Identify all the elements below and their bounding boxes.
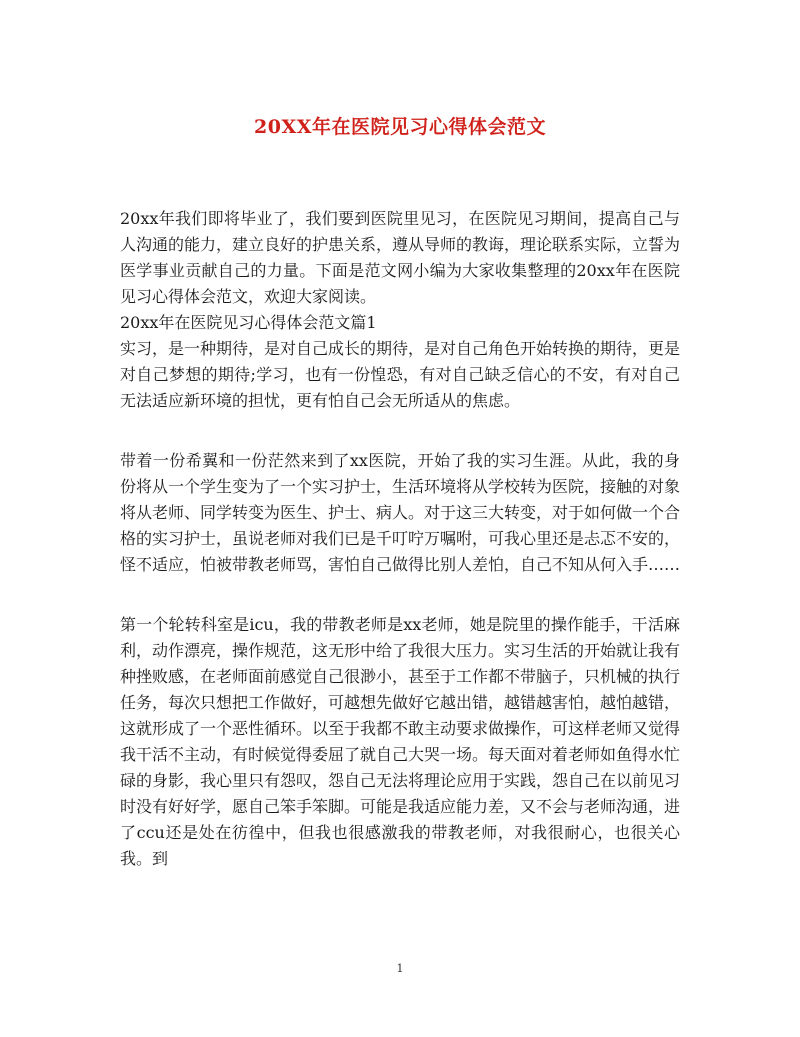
document-title: 20XX年在医院见习心得体会范文 [254, 116, 546, 138]
body-paragraph: 带着一份希翼和一份茫然来到了xx医院，开始了我的实习生涯。从此，我的身份将从一个学生变为了一个实习护士，生活环境将从学校转为医院，接触的对象将从老师、同学转变为医生、护士、病人。对于这三大转变，对于如何做一个合格的实习护士，虽说老师对我们已是千叮咛万嘱咐，可我心里还是忐忑不安的，怪不适应，怕被带教老师骂，害怕自己做得比别人差怕，自己不知从何入手…… [120, 451, 681, 574]
intro-paragraph: 20xx年我们即将毕业了，我们要到医院里见习，在医院见习期间，提高自己与人沟通的能力，建立良好的护患关系，遵从导师的教诲，理论联系实际，立誓为医学事业贡献自己的力量。下面是范文网小编为大家收集整理的20xx年在医院见习心得体会范文，欢迎大家阅读。 [120, 209, 681, 306]
paragraph-spacer [120, 578, 680, 612]
section-heading: 20xx年在医院见习心得体会范文篇1 [120, 313, 377, 332]
page-number: 1 [396, 962, 404, 975]
body-paragraph: 第一个轮转科室是icu，我的带教老师是xx老师，她是院里的操作能手，干活麻利，动作漂亮，操作规范，这无形中给了我很大压力。实习生活的开始就让我有种挫败感，在老师面前感觉自己很渺小，甚至于工作都不带脑子，只机械的执行任务，每次只想把工作做好，可越想先做好它越出错，越错越害怕，越怕越错，这就形成了一个恶性循环。以至于我都不敢主动要求做操作，可这样老师又觉得我干活不主动，有时候觉得委屈了就自己大哭一场。每天面对着老师如鱼得水忙碌的身影，我心里只有怨叹，怨自己无法将理论应用于实践，怨自己在以前见习时没有好好学，愿自己笨手笨脚。可能是我适应能力差，又不会与老师沟通，进了ccu还是处在彷徨中，但我也很感激我的带教老师，对我很耐心，也很关心我。到 [120, 615, 681, 868]
paragraph-spacer [120, 414, 680, 448]
document-body [120, 206, 680, 872]
body-paragraph: 实习，是一种期待，是对自己成长的期待，是对自己角色开始转换的期待，更是对自己梦想的期待;学习，也有一份惶恐，有对自己缺乏信心的不安，有对自己无法适应新环境的担忧，更有怕自己会无所适从的焦虑。 [120, 339, 681, 410]
